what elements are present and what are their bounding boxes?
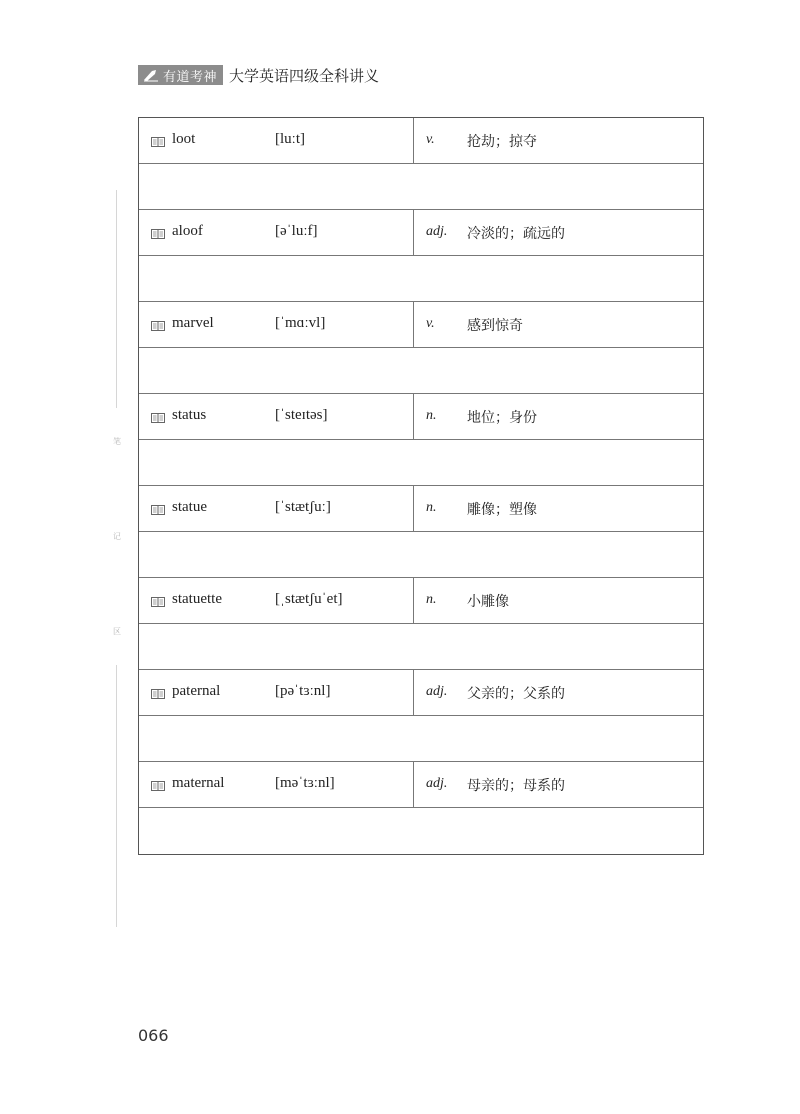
vocab-phonetic: [pəˈtɜːnl] [275, 683, 331, 699]
vocab-word: loot [172, 131, 196, 147]
vocab-phonetic: [ˈmɑːvl] [275, 315, 326, 331]
vocab-word: status [172, 407, 207, 423]
part-of-speech: n. [426, 500, 437, 515]
vocab-entry-row [139, 762, 703, 808]
note-row[interactable] [139, 532, 703, 578]
definition-cell [414, 486, 703, 531]
part-of-speech: v. [426, 132, 435, 147]
book-icon [151, 505, 165, 515]
definition-cell [414, 394, 703, 439]
notes-label-char-2: 记 [113, 532, 121, 541]
vocab-phonetic: [ˈsteɪtəs] [275, 407, 328, 423]
brand-name: 有道考神 [163, 69, 218, 85]
word-cell [139, 210, 414, 255]
page-header [138, 64, 379, 86]
vocab-meaning: 母亲的；母系的 [467, 778, 565, 794]
vocab-entry-row [139, 118, 703, 164]
vocab-word: maternal [172, 775, 225, 791]
book-icon [151, 597, 165, 607]
pen-nib-icon [143, 68, 159, 82]
brand-badge [138, 65, 223, 85]
vocab-meaning: 感到惊奇 [467, 318, 523, 334]
page-number: 066 [138, 1026, 169, 1045]
definition-cell [414, 578, 703, 623]
vocab-word: aloof [172, 223, 203, 239]
notes-label-char-1: 笔 [113, 437, 121, 446]
vocab-entry-row [139, 670, 703, 716]
note-row[interactable] [139, 348, 703, 394]
vocab-phonetic: [luːt] [275, 131, 305, 147]
part-of-speech: v. [426, 316, 435, 331]
book-icon [151, 689, 165, 699]
note-row[interactable] [139, 256, 703, 302]
vocab-word: statuette [172, 591, 222, 607]
book-title: 大学英语四级全科讲义 [229, 66, 380, 85]
word-cell [139, 118, 414, 163]
part-of-speech: adj. [426, 776, 448, 791]
word-cell [139, 486, 414, 531]
vocab-table [138, 117, 704, 855]
note-row[interactable] [139, 440, 703, 486]
word-cell [139, 762, 414, 807]
vocab-phonetic: [ˌstætʃuˈet] [275, 591, 343, 607]
part-of-speech: adj. [426, 224, 448, 239]
vocab-entry-row [139, 486, 703, 532]
notes-divider-bottom [116, 665, 117, 927]
vocab-word: marvel [172, 315, 214, 331]
part-of-speech: adj. [426, 684, 448, 699]
vocab-entry-row [139, 394, 703, 440]
definition-cell [414, 118, 703, 163]
word-cell [139, 394, 414, 439]
definition-cell [414, 762, 703, 807]
vocab-meaning: 小雕像 [467, 594, 509, 610]
word-cell [139, 578, 414, 623]
book-icon [151, 229, 165, 239]
note-row[interactable] [139, 164, 703, 210]
notes-label-char-3: 区 [113, 627, 121, 636]
vocab-phonetic: [məˈtɜːnl] [275, 775, 335, 791]
vocab-entry-row [139, 302, 703, 348]
vocab-entry-row [139, 210, 703, 256]
word-cell [139, 302, 414, 347]
part-of-speech: n. [426, 592, 437, 607]
book-icon [151, 413, 165, 423]
book-icon [151, 137, 165, 147]
note-row[interactable] [139, 808, 703, 854]
part-of-speech: n. [426, 408, 437, 423]
vocab-meaning: 抢劫；掠夺 [467, 134, 537, 150]
vocab-word: statue [172, 499, 207, 515]
notes-divider-top [116, 190, 117, 408]
vocab-meaning: 冷淡的；疏远的 [467, 226, 565, 242]
book-icon [151, 781, 165, 791]
vocab-meaning: 地位；身份 [467, 410, 537, 426]
vocab-meaning: 父亲的；父系的 [467, 686, 565, 702]
vocab-meaning: 雕像；塑像 [467, 502, 537, 518]
vocab-word: paternal [172, 683, 221, 699]
note-row[interactable] [139, 624, 703, 670]
note-row[interactable] [139, 716, 703, 762]
definition-cell [414, 210, 703, 255]
word-cell [139, 670, 414, 715]
vocab-phonetic: [əˈluːf] [275, 223, 318, 239]
vocab-entry-row [139, 578, 703, 624]
definition-cell [414, 302, 703, 347]
vocab-phonetic: [ˈstætʃuː] [275, 499, 331, 515]
book-icon [151, 321, 165, 331]
definition-cell [414, 670, 703, 715]
